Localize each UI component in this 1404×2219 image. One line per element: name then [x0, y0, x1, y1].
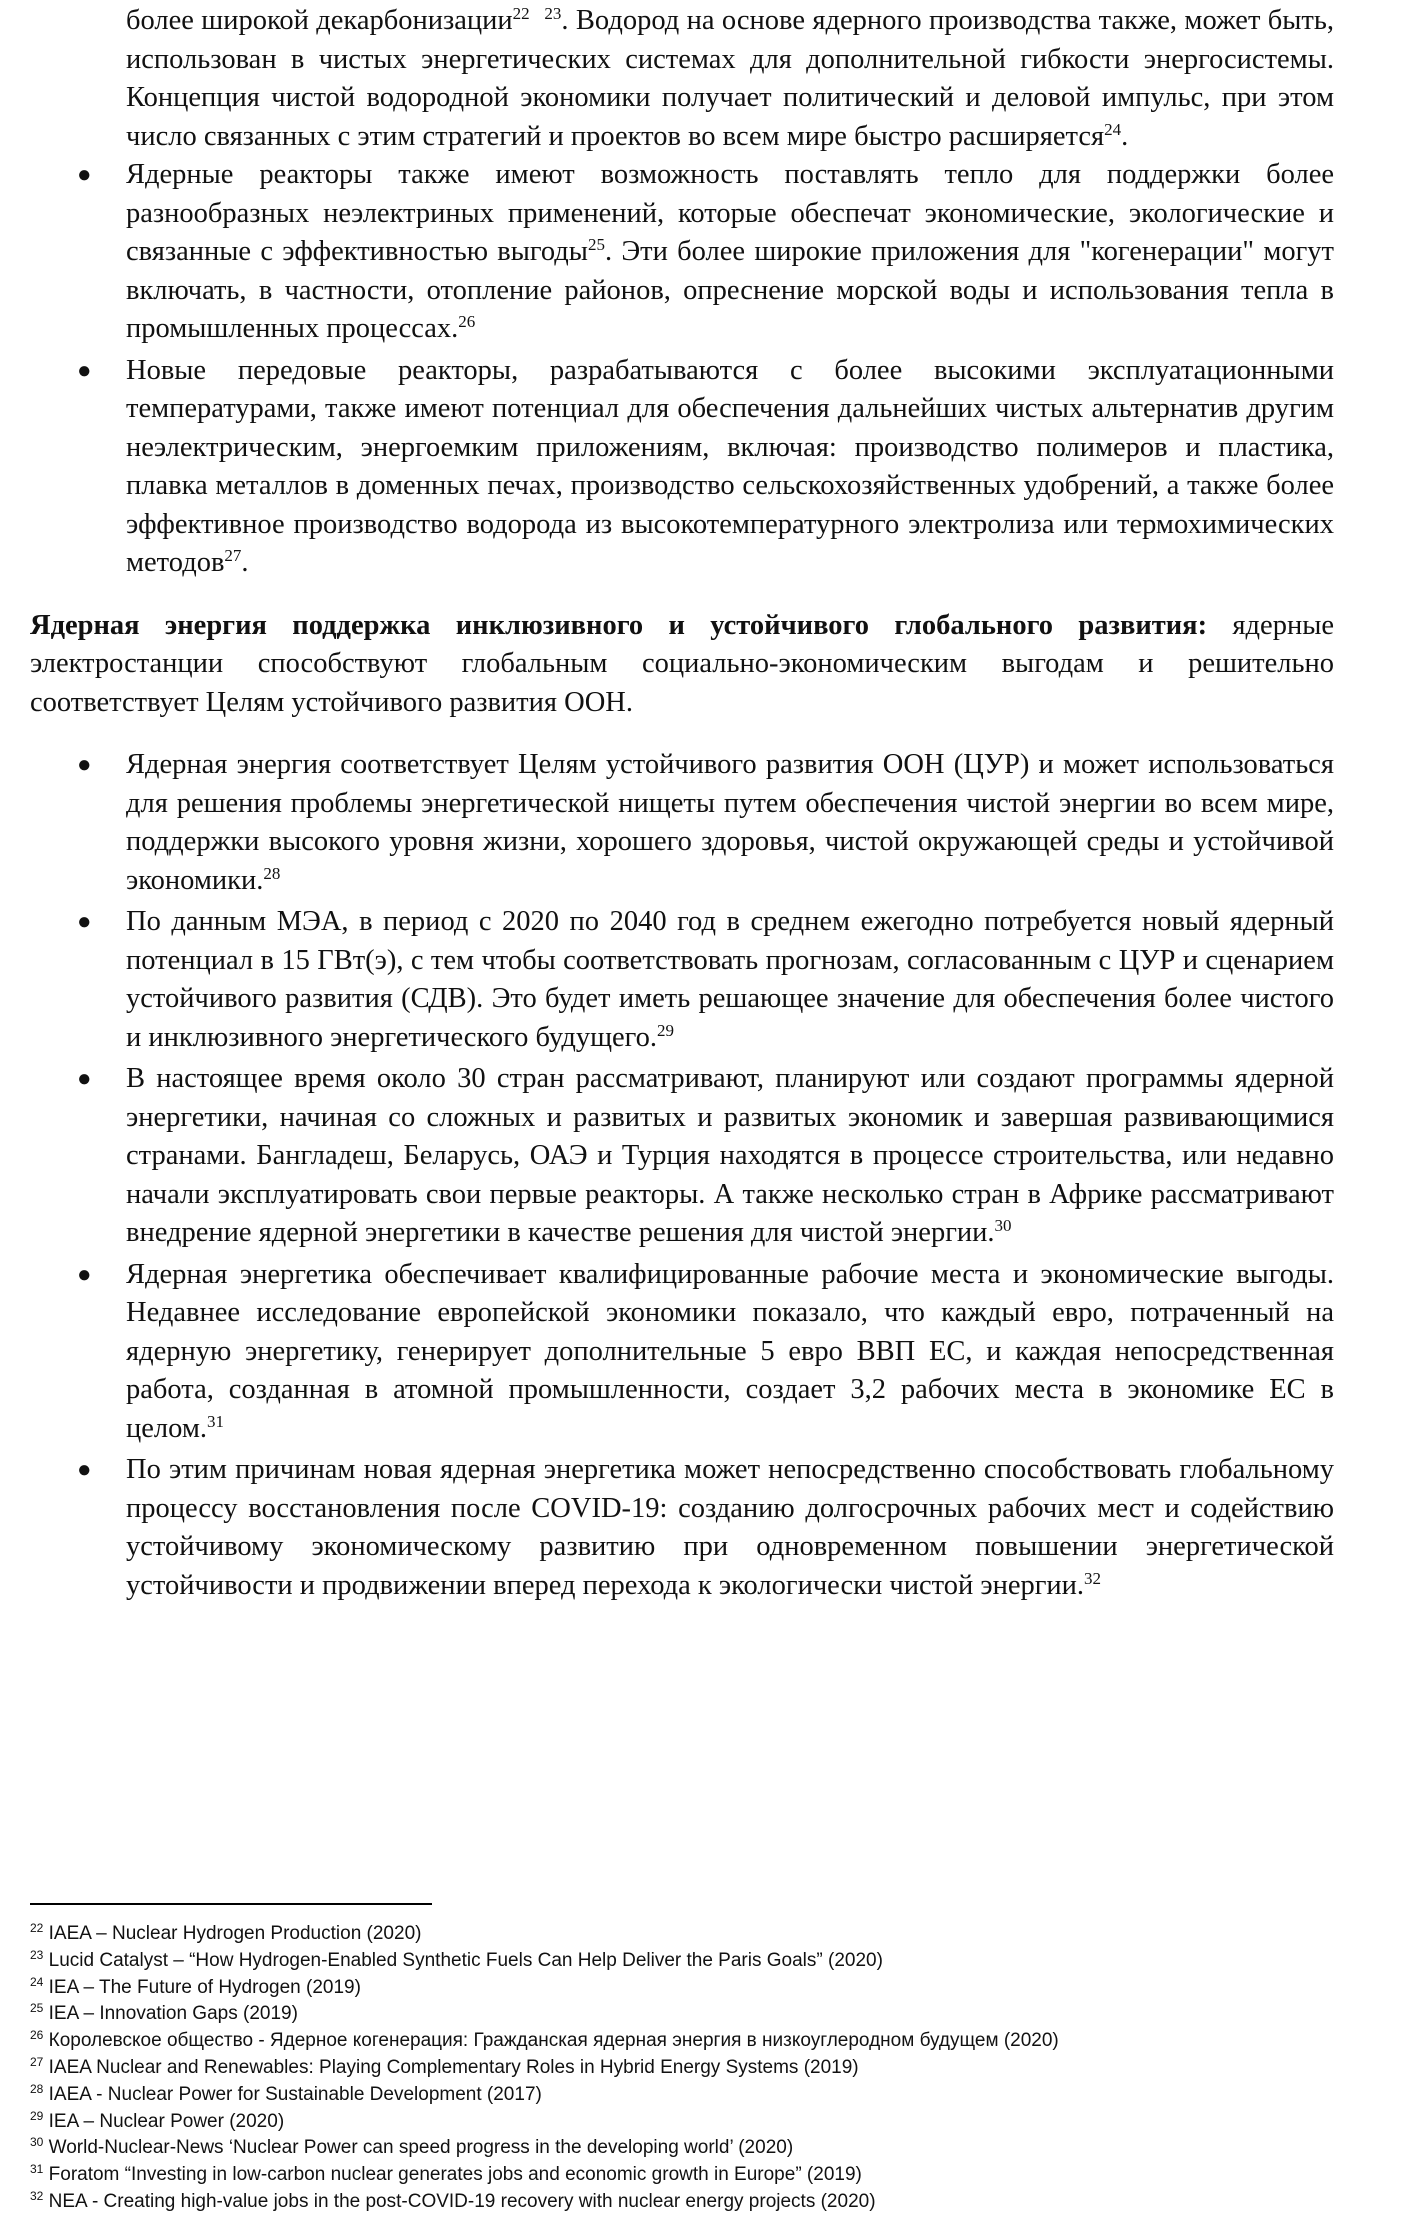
list-item: ● По этим причинам новая ядерная энергетика может непосредственно способствовать глобальному процессу восстановления после COVID-19: созданию долгосрочных рабочих мест и содействию устойчивому экономическому развитию при одновременном повышении энергетической устойчивости и продвижении вперед перехода к экологически чистой энергии.$^{32}$ [30, 1451, 1334, 1605]
footnote-ref[interactable]: 32 [1084, 1568, 1102, 1588]
list-item: ● По данным МЭА, в период с 2020 по 2040 год в среднем ежегодно потребуется новый ядерный потенциал в 15 ГВт(э), с тем чтобы соответствовать прогнозам, согласованным с ЦУР и сценарием устойчивого развития (СДВ). Это будет иметь решающее значение для обеспечения более чистого и инклюзивного энергетического будущего.$^{29}$ [30, 903, 1334, 1057]
bullet-icon: ● [77, 752, 92, 778]
footnotes [30, 1921, 1350, 2216]
footnote-separator [30, 1903, 432, 1905]
footnote-item: $^{25}$ IEA – Innovation Gaps (2019) [30, 2001, 298, 2025]
footnote-item: $^{23}$ Lucid Catalyst – “How Hydrogen-Enabled Synthetic Fuels Can Help Deliver the Paris Goals” (2020) [30, 1947, 883, 1971]
footnote-item: $^{32}$ NEA - Creating high-value jobs in the post-COVID-19 recovery with nuclear energy projects (2020) [30, 2188, 876, 2212]
footnote-ref[interactable]: 22 [512, 4, 530, 23]
list-item: ● Ядерные реакторы также имеют возможность поставлять тепло для поддержки более разнообразных неэлектриных применений, которые обеспечат экономические, экологические и связанные с эффективностью выгоды$^{25}$. Эти более широкие приложения для "когенерации" могут включать, в частности, отопление районов, опреснение морской воды и использования тепла в промышленных процессах.$^{26}$ [30, 156, 1334, 349]
section-title: Ядерная энергия поддержка инклюзивного и устойчивого глобального развития: [30, 609, 1208, 641]
footnote-item: $^{27}$ IAEA Nuclear and Renewables: Playing Complementary Roles in Hybrid Energy Systems (2019) [30, 2054, 859, 2078]
footnote-item: $^{31}$ Foratom “Investing in low-carbon nuclear generates jobs and economic growth in Europe” (2019) [30, 2162, 862, 2186]
list-item: ● В настоящее время около 30 стран рассматривают, планируют или создают программы ядерной энергетики, начиная со сложных и развитых и развитых экономик и завершая развивающимися странами. Бангладеш, Беларусь, ОАЭ и Турция находятся в процессе строительства, или недавно начали эксплуатировать свои первые реакторы. А также несколько стран в Африке рассматривают внедрение ядерной энергетики в качестве решения для чистой энергии.$^{30}$ [30, 1060, 1334, 1253]
footnote-item: $^{29}$ IEA – Nuclear Power (2020) [30, 2108, 285, 2132]
continued-bullet-paragraph: более широкой декарбонизации$^{22}$ $^{23}$. Водород на основе ядерного производства также, может быть, использован в чистых энергетических системах для дополнительной гибкости энергосистемы. Концепция чистой водородной экономики получает политический и деловой импульс, при этом число связанных с этим стратегий и проектов во всем мире быстро расширяется$^{24}$. [126, 4, 1335, 152]
bullet-icon: ● [77, 1457, 92, 1483]
footnote-ref[interactable]: 31 [207, 1411, 224, 1431]
bullet-list-applications [30, 156, 1334, 583]
footnote-item: $^{22}$ IAEA – Nuclear Hydrogen Production (2020) [30, 1921, 422, 1944]
bullet-list-development [30, 746, 1334, 1605]
spacer [30, 722, 1334, 746]
footnote-item: $^{30}$ World-Nuclear-News ‘Nuclear Power can speed progress in the developing world’ (2020) [30, 2135, 794, 2159]
bullet-icon: ● [77, 1261, 92, 1288]
footnote-item: $^{24}$ IEA – The Future of Hydrogen (2019) [30, 1974, 361, 1998]
body-text [30, 2, 1334, 1608]
bullet-icon: ● [77, 162, 92, 188]
section-heading-paragraph: Ядерная энергия поддержка инклюзивного и устойчивого глобального развития: ядерные электростанции способствуют глобальным социально-экономическим выгодам и решительно соответствует Целям устойчивого развития ООН. [30, 609, 1334, 718]
footnote-ref[interactable]: 24 [1104, 119, 1122, 139]
bullet-icon: ● [77, 909, 92, 935]
footnote-ref[interactable]: 30 [994, 1216, 1012, 1235]
footnote-ref[interactable]: 26 [458, 312, 476, 331]
footnote-ref[interactable]: 27 [224, 546, 242, 565]
bullet-icon: ● [77, 357, 92, 384]
list-item: ● Ядерная энергия соответствует Целям устойчивого развития ООН (ЦУР) и может использоваться для решения проблемы энергетической нищеты путем обеспечения чистой энергии во всем мире, поддержки высокого уровня жизни, хорошего здоровья, чистой окружающей среды и устойчивой экономики.$^{28}$ [30, 746, 1334, 900]
footnote-ref[interactable]: 29 [657, 1020, 675, 1040]
list-item: ● Ядерная энергетика обеспечивает квалифицированные рабочие места и экономические выгоды. Недавнее исследование европейской экономики показало, что каждый евро, потраченный на ядерную энергетику, генерирует дополнительные 5 евро ВВП ЕС, и каждая непосредственная работа, созданная в атомной промышленности, создает 3,2 рабочих места в экономике ЕС в целом.$^{31}$ [30, 1256, 1334, 1449]
footnote-item: $^{28}$ IAEA - Nuclear Power for Sustainable Development (2017) [30, 2081, 542, 2105]
footnote-ref[interactable]: 25 [587, 235, 605, 254]
footnote-item: $^{26}$ Королевское общество - Ядерное когенерация: Гражданская ядерная энергия в низкоуглеродном будущем (2020) [30, 2028, 1059, 2052]
footnote-ref[interactable]: 28 [263, 863, 281, 883]
bullet-icon: ● [77, 1066, 92, 1092]
list-item: ● Новые передовые реакторы, разрабатываются с более высокими эксплуатационными температурами, также имеют потенциал для обеспечения дальнейших чистых альтернатив другим неэлектрическим, энергоемким приложениям, включая: производство полимеров и пластика, плавка металлов в доменных печах, производство сельскохозяйственных удобрений, а также более эффективное производство водорода из высокотемпературного электролиза или термохимических методов$^{27}$. [30, 352, 1334, 583]
footnote-ref[interactable]: 23 [544, 4, 562, 23]
